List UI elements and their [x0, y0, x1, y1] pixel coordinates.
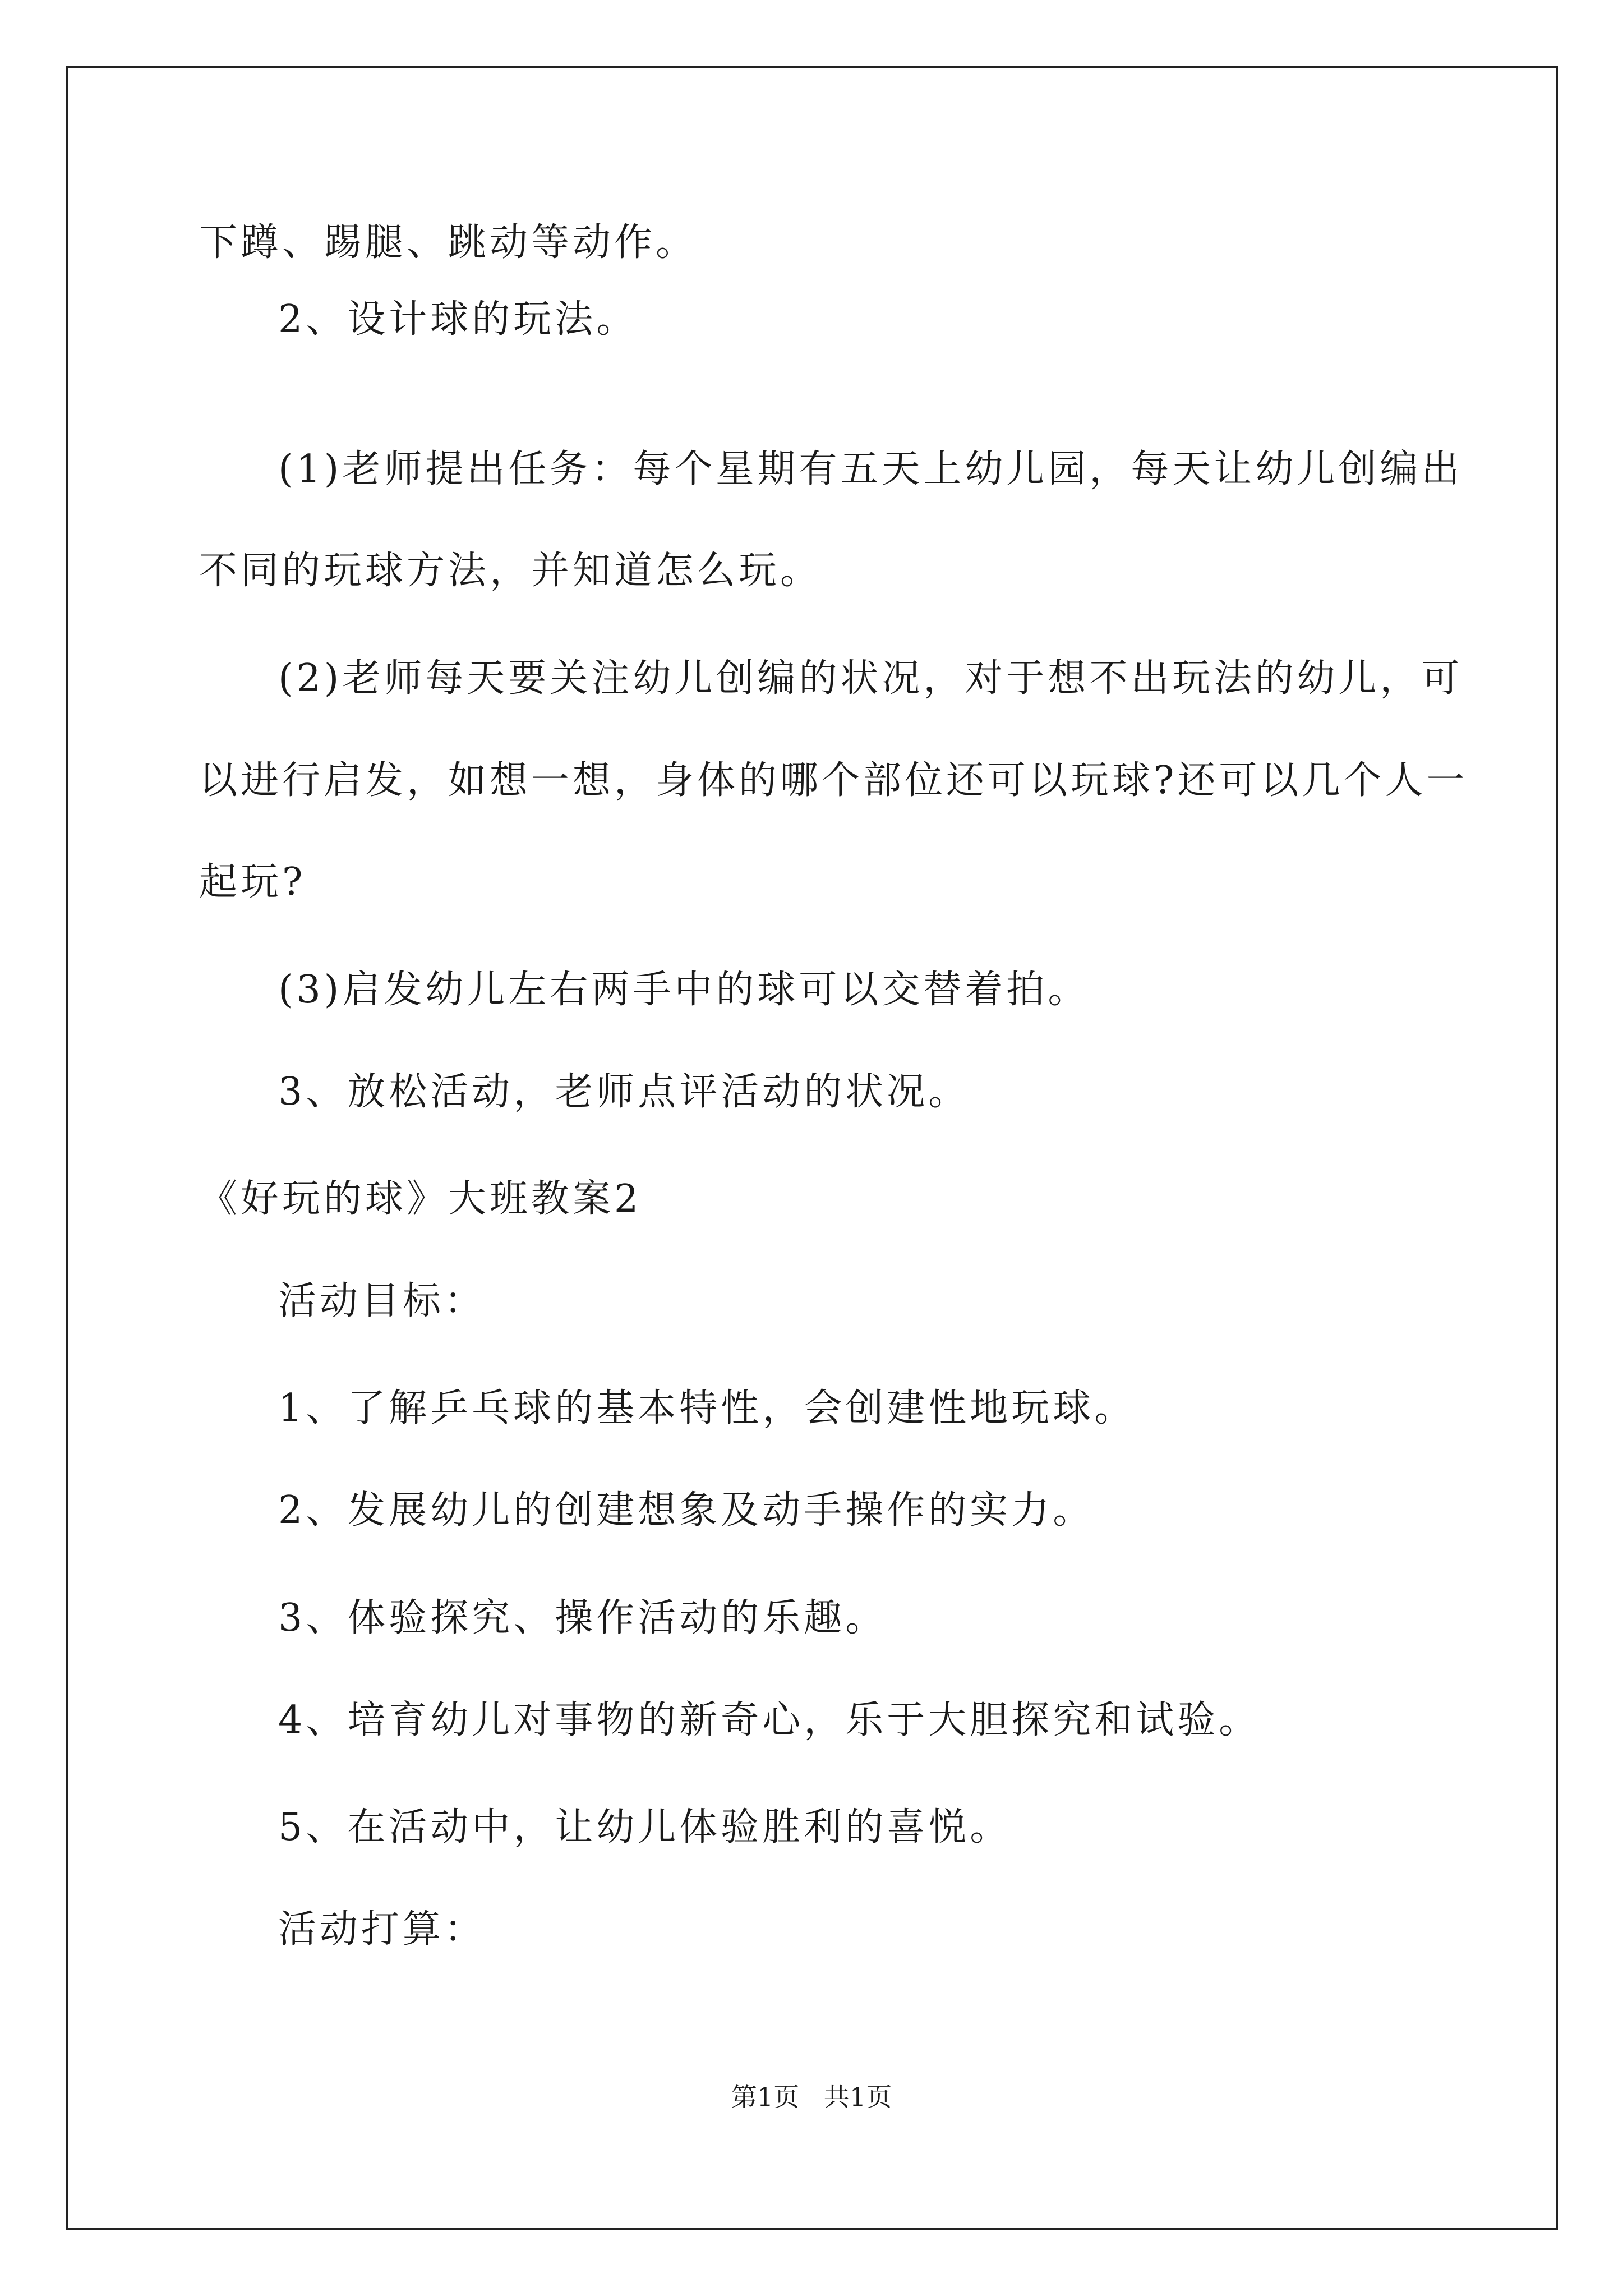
- sub-item-line: (3)启发幼儿左右两手中的球可以交替着拍。: [278, 968, 1090, 1012]
- subheading-line: 活动目标：: [278, 1279, 486, 1323]
- page-border: [66, 66, 1558, 2230]
- list-item-line: 2、发展幼儿的创建想象及动手操作的实力。: [278, 1488, 1095, 1533]
- subheading-line: 活动打算：: [278, 1907, 486, 1952]
- page-footer: 第1页 共1页: [731, 2082, 892, 2112]
- section-heading: 《好玩的球》大班教案2: [199, 1177, 642, 1221]
- list-item-line: 5、在活动中，让幼儿体验胜利的喜悦。: [278, 1805, 1012, 1849]
- list-item-line: 2、设计球的玩法。: [278, 297, 638, 342]
- list-item-line: 3、放松活动，老师点评活动的状况。: [278, 1070, 970, 1114]
- sub-item-line: (2)老师每天要关注幼儿创编的状况，对于想不出玩法的幼儿，可: [278, 656, 1463, 701]
- list-item-line: 4、培育幼儿对事物的新奇心，乐于大胆探究和试验。: [278, 1698, 1261, 1742]
- list-item-line: 1、了解乒乓球的基本特性，会创建性地玩球。: [278, 1386, 1136, 1430]
- paragraph-line: 下蹲、踢腿、跳动等动作。: [199, 220, 698, 265]
- paragraph-line: 不同的玩球方法，并知道怎么玩。: [199, 549, 822, 593]
- paragraph-line: 以进行启发，如想一想，身体的哪个部位还可以玩球?还可以几个人一: [199, 758, 1468, 803]
- sub-item-line: (1)老师提出任务：每个星期有五天上幼儿园，每天让幼儿创编出: [278, 447, 1463, 491]
- list-item-line: 3、体验探究、操作活动的乐趣。: [278, 1596, 887, 1640]
- paragraph-line: 起玩?: [199, 860, 306, 904]
